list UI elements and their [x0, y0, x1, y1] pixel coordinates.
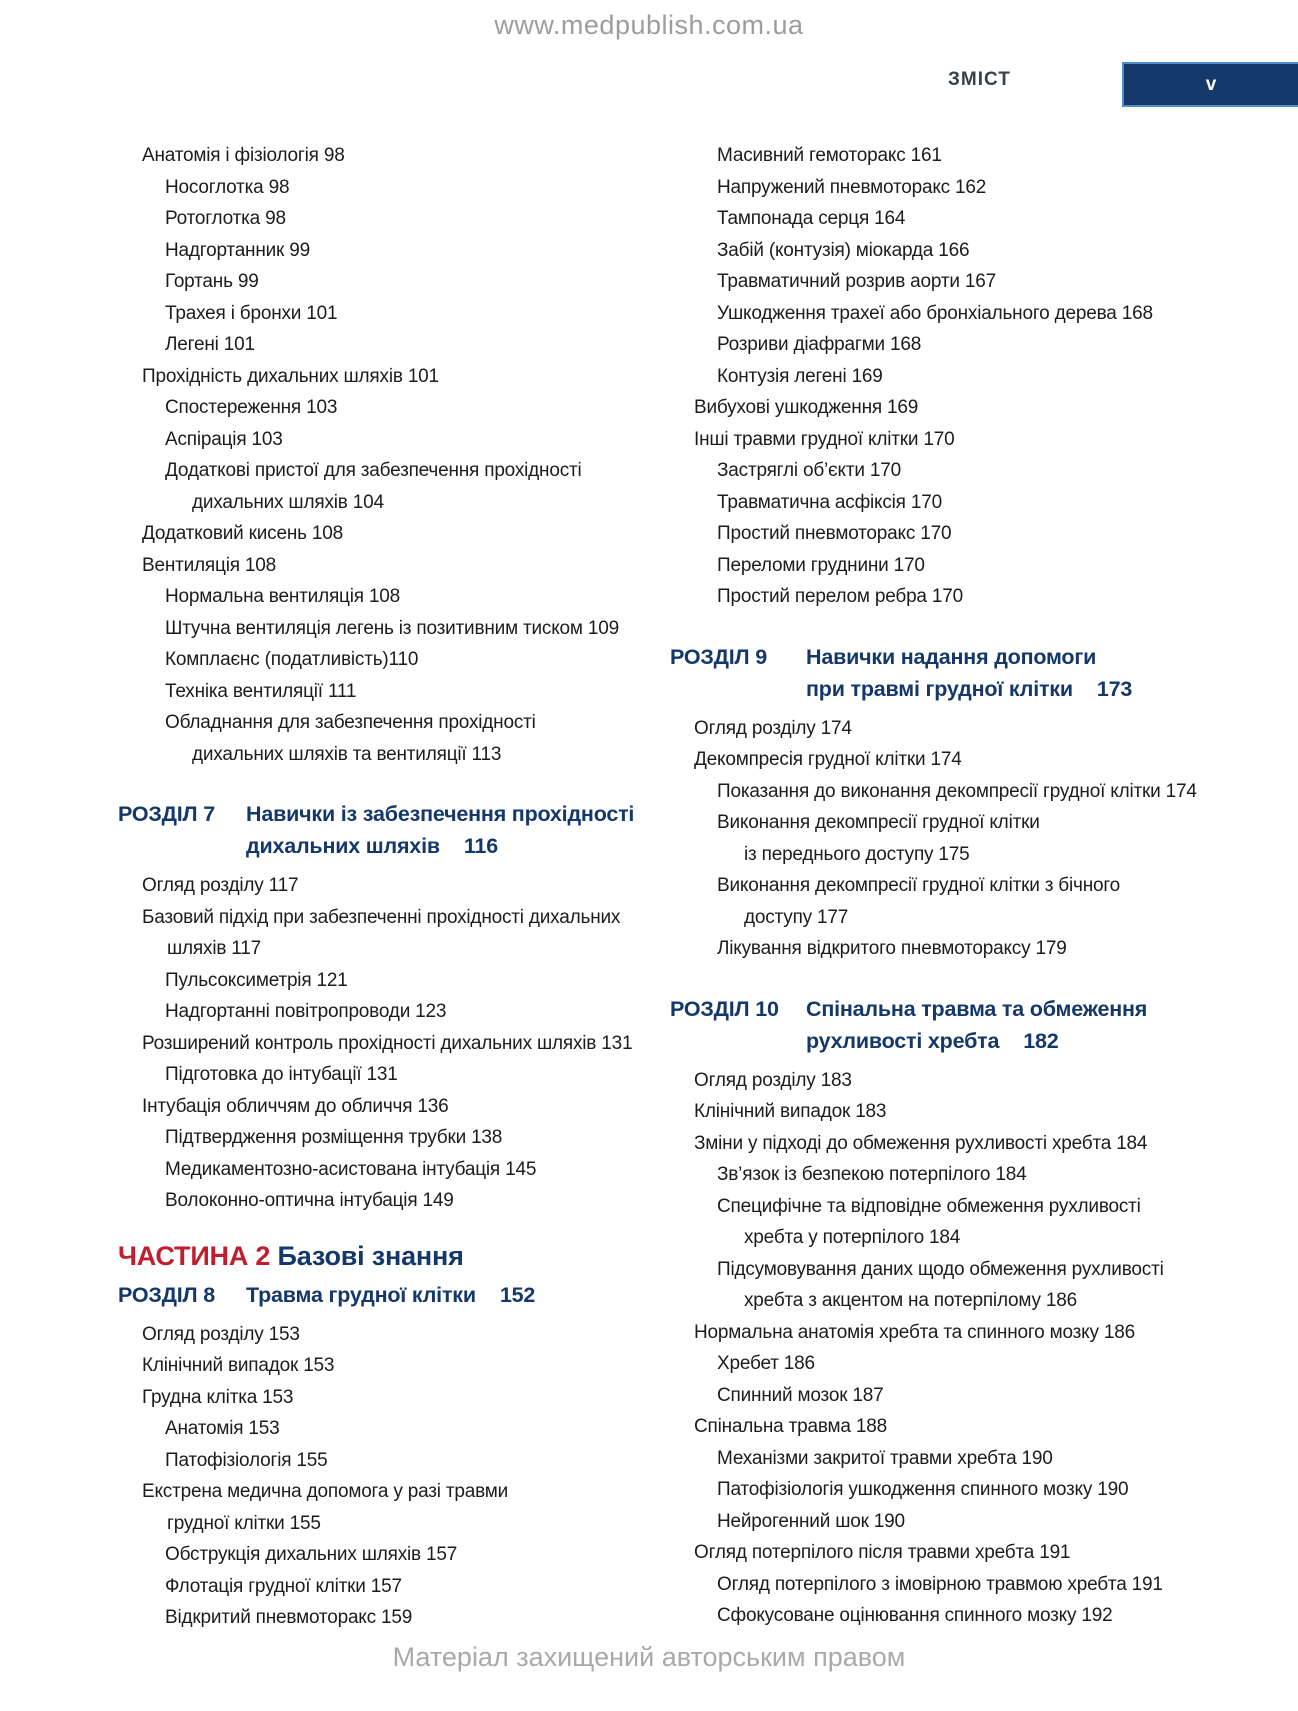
toc-entry: Механізми закритої травми хребта 190 — [717, 1447, 1053, 1469]
chapter-page-number: 173 — [1096, 676, 1133, 701]
toc-entry: Напружений пневмоторакс 162 — [717, 176, 987, 198]
toc-entry: Підсумовування даних щодо обмеження рухливості — [717, 1258, 1164, 1280]
toc-entry: Лікування відкритого пневмотораксу 179 — [717, 938, 1067, 959]
toc-entry: Травматичний розрив аорти 167 — [717, 271, 996, 292]
chapter-label: РОЗДІЛ 8 — [118, 1282, 215, 1307]
toc-entry: Спостереження 103 — [165, 397, 338, 418]
toc-entry: Травматична асфіксія 170 — [717, 491, 942, 513]
toc-entry: Нейрогенний шок 190 — [717, 1510, 905, 1532]
toc-entry: Екстрена медична допомога у разі травми — [142, 1481, 509, 1502]
toc-entry: Прохідність дихальних шляхів 101 — [142, 365, 439, 387]
toc-entry: Волоконно-оптична інтубація 149 — [165, 1190, 454, 1211]
toc-entry: Зв’язок із безпекою потерпілого 184 — [717, 1164, 1027, 1185]
toc-column-right — [670, 140, 1285, 1632]
toc-column-left — [118, 140, 646, 1634]
toc-entry: Інші травми грудної клітки 170 — [694, 428, 955, 450]
toc-entry: Медикаментозно-асистована інтубація 145 — [165, 1158, 537, 1180]
chapter-title-line: рухливості хребта 182 — [806, 1028, 1059, 1053]
chapter-page-number: 152 — [499, 1282, 536, 1307]
toc-entry: Пульсоксиметрія 121 — [165, 969, 348, 991]
chapter-label: РОЗДІЛ 7 — [118, 802, 215, 826]
toc-entry: Патофізіологія 155 — [165, 1449, 328, 1471]
part-heading — [118, 1238, 646, 1274]
toc-entry: Огляд розділу 183 — [694, 1069, 852, 1091]
toc-entry: Простий перелом ребра 170 — [717, 586, 963, 607]
toc-entry: Контузія легені 169 — [717, 365, 883, 387]
toc-entry: Розширений контроль прохідності дихальних шляхів 131 — [142, 1032, 633, 1054]
toc-entry: Базовий підхід при забезпеченні прохідності дихальних — [142, 906, 621, 928]
toc-entry: Обструкція дихальних шляхів 157 — [165, 1544, 458, 1565]
chapter-title-line: Спінальна травма та обмеження — [806, 996, 1148, 1021]
toc-entry: Хребет 186 — [717, 1353, 815, 1374]
toc-entry: Клінічний випадок 183 — [694, 1101, 887, 1122]
chapter-heading — [670, 641, 1285, 705]
toc-entry: Спинний мозок 187 — [717, 1384, 884, 1406]
toc-entry: Спінальна травма 188 — [694, 1416, 887, 1437]
chapter-title-line: Навички надання допомоги — [806, 644, 1097, 669]
toc-entry: Розриви діафрагми 168 — [717, 334, 922, 355]
toc-entry: Огляд потерпілого після травми хребта 191 — [694, 1542, 1071, 1563]
toc-entry: Клінічний випадок 153 — [142, 1355, 335, 1376]
chapter-title — [246, 798, 646, 862]
toc-entry: Штучна вентиляція легень із позитивним тиском 109 — [165, 617, 619, 639]
chapter-title-line: дихальних шляхів 116 — [246, 834, 498, 858]
toc-entry: Гортань 99 — [165, 271, 259, 292]
toc-entry: Флотація грудної клітки 157 — [165, 1575, 402, 1597]
toc-entry: доступу 177 — [744, 906, 849, 928]
toc-entry: Ротоглотка 98 — [165, 208, 286, 229]
chapter-label: РОЗДІЛ 9 — [670, 644, 767, 669]
chapter-title-line: Навички із забезпечення прохідності — [246, 802, 635, 826]
toc-entry: Переломи груднини 170 — [717, 554, 925, 576]
toc-entry: Надгортанні повітропроводи 123 — [165, 1001, 447, 1022]
toc-entry: Огляд потерпілого з імовірною травмою хребта 191 — [717, 1573, 1163, 1595]
toc-entry: Сфокусоване оцінювання спинного мозку 192 — [717, 1605, 1113, 1626]
chapter-label: РОЗДІЛ 10 — [670, 996, 779, 1021]
toc-entry: Специфічне та відповідне обмеження рухливості — [717, 1195, 1141, 1217]
toc-entry: із переднього доступу 175 — [744, 843, 970, 865]
part-heading-segment: ЧАСТИНА 2 — [118, 1240, 278, 1271]
part-heading-segment: Базові знання — [277, 1240, 464, 1271]
page-number: v — [1205, 73, 1217, 95]
toc-entry: грудної клітки 155 — [167, 1512, 321, 1534]
toc-entry: Застряглі об’єкти 170 — [717, 460, 901, 481]
toc-entry: Відкритий пневмоторакс 159 — [165, 1607, 413, 1628]
toc-entry: Анатомія 153 — [165, 1418, 280, 1439]
toc-entry: Патофізіологія ушкодження спинного мозку 190 — [717, 1479, 1129, 1500]
toc-entry: Інтубація обличчям до обличчя 136 — [142, 1095, 449, 1117]
toc-entry: Показання до виконання декомпресії грудної клітки 174 — [717, 780, 1197, 802]
toc-entry: Підготовка до інтубації 131 — [165, 1064, 398, 1085]
chapter-title — [246, 1279, 646, 1311]
toc-entry: Грудна клітка 153 — [142, 1386, 294, 1408]
toc-entry: Тампонада серця 164 — [717, 208, 906, 229]
toc-entry: Анатомія і фізіологія 98 — [142, 145, 345, 166]
toc-entry: Зміни у підході до обмеження рухливості хребта 184 — [694, 1132, 1148, 1154]
toc-entry: дихальних шляхів та вентиляції 113 — [192, 743, 502, 765]
toc-entry: Техніка вентиляції 111 — [165, 680, 357, 702]
publisher-watermark: www.medpublish.com.ua — [494, 10, 804, 40]
chapter-heading — [670, 993, 1285, 1057]
copyright-notice: Матеріал захищений авторським правом — [392, 1642, 906, 1672]
toc-entry: Виконання декомпресії грудної клітки — [717, 812, 1040, 833]
chapter-title — [806, 993, 1285, 1057]
toc-entry: шляхів 117 — [167, 938, 262, 959]
toc-entry: Масивний гемоторакс 161 — [717, 145, 942, 166]
toc-entry: Додаткові пристої для забезпечення прохідності — [165, 460, 582, 481]
toc-entry: Огляд розділу 117 — [142, 875, 299, 896]
toc-entry: Комплаєнс (податливість)110 — [165, 649, 419, 670]
toc-entry: хребта у потерпілого 184 — [744, 1227, 961, 1248]
toc-entry: Огляд розділу 174 — [694, 717, 852, 739]
toc-entry: Ушкодження трахеї або бронхіального дерева 168 — [717, 302, 1153, 324]
toc-entry: дихальних шляхів 104 — [192, 491, 384, 513]
toc-entry: Вентиляція 108 — [142, 554, 276, 576]
toc-entry: Виконання декомпресії грудної клітки з бічного — [717, 875, 1121, 896]
toc-entry: Додатковий кисень 108 — [142, 523, 344, 544]
chapter-title-line: при травмі грудної клітки 173 — [806, 676, 1133, 701]
page-number-tab — [1122, 62, 1298, 107]
chapter-title-line: Травма грудної клітки 152 — [246, 1282, 536, 1307]
chapter-page-number: 182 — [1023, 1028, 1059, 1053]
chapter-heading — [118, 1279, 646, 1311]
chapter-heading — [118, 798, 646, 862]
toc-entry: Обладнання для забезпечення прохідності — [165, 712, 536, 733]
toc-entry: Вибухові ушкодження 169 — [694, 397, 919, 418]
toc-entry: Забій (контузія) міокарда 166 — [717, 239, 970, 261]
toc-entry: Нормальна анатомія хребта та спинного мозку 186 — [694, 1321, 1135, 1343]
toc-entry: Декомпресія грудної клітки 174 — [694, 749, 962, 770]
contents-heading: ЗМІСТ — [948, 69, 1011, 90]
toc-entry: Простий пневмоторакс 170 — [717, 523, 952, 544]
toc-entry: Трахея і бронхи 101 — [165, 302, 338, 324]
toc-entry: хребта з акцентом на потерпілому 186 — [744, 1290, 1077, 1311]
toc-entry: Носоглотка 98 — [165, 176, 290, 198]
chapter-title — [806, 641, 1285, 705]
toc-entry: Легені 101 — [165, 334, 255, 355]
toc-entry: Підтвердження розміщення трубки 138 — [165, 1127, 503, 1148]
chapter-page-number: 116 — [463, 834, 498, 858]
toc-entry: Аспірація 103 — [165, 428, 283, 450]
toc-entry: Огляд розділу 153 — [142, 1323, 300, 1345]
toc-entry: Нормальна вентиляція 108 — [165, 586, 401, 607]
toc-entry: Надгортанник 99 — [165, 239, 310, 261]
